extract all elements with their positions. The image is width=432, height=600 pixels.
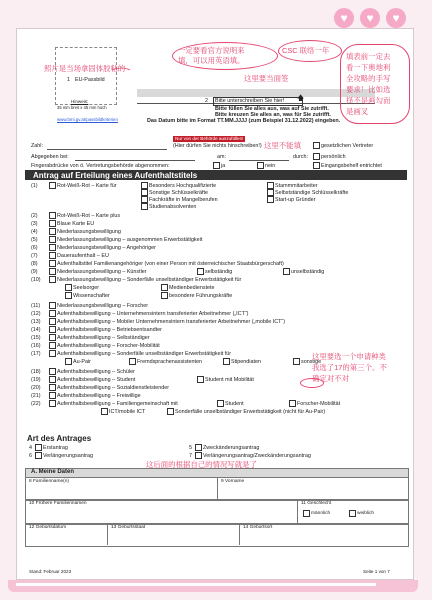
annotation-circle xyxy=(172,42,278,70)
section-title: Antrag auf Erteilung eines Aufenthaltstitels xyxy=(33,171,198,180)
abgegeben-line xyxy=(75,160,195,161)
item-checkbox[interactable] xyxy=(49,268,56,275)
heart-icon: ♥ xyxy=(334,8,354,28)
annotation-photo: 照片是当场拿固体胶粘的 xyxy=(44,64,126,73)
page-shadow xyxy=(8,580,418,592)
sub-checkbox[interactable] xyxy=(217,400,224,407)
finger-label: Fingerabdrücke von ö. Vertretungsbehörde abgenommen: xyxy=(31,163,170,169)
item-checkbox[interactable] xyxy=(49,384,56,391)
signature-num: 2 xyxy=(205,98,208,104)
item-num: (11) xyxy=(31,303,41,309)
daten-row[interactable] xyxy=(25,523,409,547)
item-num: (17) xyxy=(31,351,41,357)
page-shadow-inner xyxy=(16,583,376,586)
verlaengerung-checkbox[interactable] xyxy=(35,452,42,459)
sub-label: Selbstständige Schlüsselkräfte xyxy=(275,190,349,196)
sub-label: Au-Pair xyxy=(73,359,91,365)
item-checkbox[interactable] xyxy=(49,252,56,259)
zahl-label: Zahl: xyxy=(31,143,43,149)
sub-label: Medienbedienstete xyxy=(169,285,215,291)
item-num: (20) xyxy=(31,385,41,391)
am-line xyxy=(229,160,289,161)
item-checkbox[interactable] xyxy=(49,376,56,383)
item-checkbox[interactable] xyxy=(49,228,56,235)
item-label: Rot-Weiß-Rot – Karte plus xyxy=(57,213,121,219)
item-label: Blaue Karte EU xyxy=(57,221,95,227)
art-label: Verlängerungsantrag/Zweckänderungsantrag xyxy=(203,453,311,459)
zweck-checkbox[interactable] xyxy=(195,444,202,451)
item-checkbox[interactable] xyxy=(49,400,56,407)
heart-icon: ♥ xyxy=(360,8,380,28)
sub-checkbox[interactable] xyxy=(129,358,136,365)
item-checkbox[interactable] xyxy=(49,220,56,227)
sub-label: selbständig xyxy=(205,269,233,275)
item-num: (3) xyxy=(31,221,38,227)
item-label: Aufenthaltsbewilligung – Familiengemeinschaft mit xyxy=(57,401,178,407)
verl-zweck-checkbox[interactable] xyxy=(195,452,202,459)
sub-checkbox[interactable] xyxy=(65,292,72,299)
sub-label: unselbständig xyxy=(291,269,325,275)
ja-label: ja xyxy=(221,163,226,169)
sub-checkbox[interactable] xyxy=(283,268,290,275)
photo-num: 1 xyxy=(67,77,70,83)
maennlich-checkbox[interactable] xyxy=(303,510,310,517)
sub-label: Seelsorger xyxy=(73,285,100,291)
sub-label: Sonstige Schlüsselkräfte xyxy=(149,190,209,196)
sub-checkbox[interactable] xyxy=(141,203,148,210)
item-label: Aufenthaltsbewilligung – Freiwillige xyxy=(57,393,141,399)
sub-label: Stammmitarbeiter xyxy=(275,183,318,189)
item-num: (2) xyxy=(31,213,38,219)
field-label: 10 Frühere Familiennamen xyxy=(29,501,87,506)
item-label: Niederlassungsbewilligung – Forscher xyxy=(57,303,149,309)
eingang-checkbox[interactable] xyxy=(313,162,320,169)
item-num: (10) xyxy=(31,277,41,283)
item-num: (18) xyxy=(31,369,41,375)
arrow-up-icon: 🡅 xyxy=(297,95,305,102)
annotation-type-3: 确定对不对 xyxy=(312,374,349,383)
persoenlich-checkbox[interactable] xyxy=(313,153,320,160)
item-label: Niederlassungsbewilligung xyxy=(57,229,121,235)
item-label: Aufenthaltsbewilligung – Student xyxy=(57,377,136,383)
art-num: 6 xyxy=(29,453,32,459)
sub-checkbox[interactable] xyxy=(289,400,296,407)
annotation-rest: 这后面的根据自己的情况写就是了 xyxy=(146,460,257,469)
weiblich-checkbox[interactable] xyxy=(349,510,356,517)
item-label: Aufenthaltsbewilligung – Schüler xyxy=(57,369,135,375)
instruction-line3: Das Datum bitte im Format TT.MM.JJJJ (zum Beispiel 31.12.2022) eingeben. xyxy=(147,118,341,124)
sub-label: weiblich xyxy=(357,511,375,516)
item-num: (16) xyxy=(31,343,41,349)
sub-checkbox[interactable] xyxy=(65,358,72,365)
item-num: (14) xyxy=(31,327,41,333)
persoenlich-label: persönlich xyxy=(321,154,346,160)
sub-checkbox[interactable] xyxy=(141,182,148,189)
gesetzlich-label: gesetzlichen Vertreter xyxy=(321,143,374,149)
annotation-guide-1: 填表前一定去 xyxy=(346,52,391,61)
item-num: (13) xyxy=(31,319,41,325)
sub-checkbox[interactable] xyxy=(293,358,300,365)
sub-label: ICT/mobile ICT xyxy=(109,409,146,415)
erstantrag-checkbox[interactable] xyxy=(35,444,42,451)
item-label: Niederlassungsbewilligung – Sonderfälle unselbständiger Erwerbstätigkeit für xyxy=(57,277,242,283)
heart-icon: ♥ xyxy=(386,8,406,28)
photo-hint: Hinweis: xyxy=(71,99,89,104)
item-checkbox[interactable] xyxy=(49,318,56,325)
daten-title: A. Meine Daten xyxy=(31,469,75,475)
annotation-official-2: 填，可以用英语填。 xyxy=(178,56,245,65)
art-label: Zweckänderungsantrag xyxy=(203,445,260,451)
item-label: Niederlassungsbewilligung – Künstler xyxy=(57,269,147,275)
sub-label: sonstige xyxy=(301,359,322,365)
annotation-guide-5: 择不是画勾而 xyxy=(346,96,391,105)
office-hint: (Hier dürfen Sie nichts hinschreiben!) xyxy=(173,143,262,149)
photo-size: 35 mm breit x 45 mm hoch xyxy=(57,105,107,110)
sub-label: Besonders Hochqualifizierte xyxy=(149,183,217,189)
sub-checkbox[interactable] xyxy=(161,292,168,299)
item-checkbox[interactable] xyxy=(49,342,56,349)
item-num: (22) xyxy=(31,401,41,407)
annotation-guide-3: 全攻略的手写 xyxy=(346,74,391,83)
gesetzlich-checkbox[interactable] xyxy=(313,142,320,149)
item-checkbox[interactable] xyxy=(49,244,56,251)
annotation-arrow-icon xyxy=(112,66,132,74)
item-num: (21) xyxy=(31,393,41,399)
item-checkbox[interactable] xyxy=(49,350,56,357)
item-label: Aufenthaltsbewilligung – Betriebsentsandter xyxy=(57,327,162,333)
sub-label: Student xyxy=(225,401,244,407)
annotation-circle xyxy=(340,44,410,124)
footer-date: Stand: Februar 2023 xyxy=(29,569,72,574)
item-checkbox[interactable] xyxy=(49,260,56,267)
item-num: (4) xyxy=(31,229,38,235)
annotation-circle xyxy=(300,378,324,388)
item-label: Aufenthaltsbewilligung – Sozialdienstleistender xyxy=(57,385,170,391)
art-num: 7 xyxy=(189,453,192,459)
sub-checkbox[interactable] xyxy=(65,284,72,291)
am-label: am: xyxy=(217,154,226,160)
field-label: 11 Geschlecht xyxy=(301,501,332,506)
sub-label: Fachkräfte in Mangelberufen xyxy=(149,197,218,203)
item-checkbox[interactable] xyxy=(49,310,56,317)
field-label: 12 Geburtsdatum xyxy=(29,525,67,530)
annotation-sign: 这里要当面签 xyxy=(244,74,289,83)
item-num: (5) xyxy=(31,237,38,243)
field-label: 14 Geburtsort xyxy=(243,525,273,530)
annotation-type-1: 这里要选一个申请种类 xyxy=(312,352,386,361)
eingang-label: Eingangsbehelf entrichtet xyxy=(321,163,382,169)
annotation-circle xyxy=(278,40,342,62)
nein-checkbox[interactable] xyxy=(257,162,264,169)
item-num: (1) xyxy=(31,183,38,189)
item-num: (8) xyxy=(31,261,38,267)
instruction-line2: Bitte kreuzen Sie alles an, was für Sie zutrifft. xyxy=(215,112,331,118)
abgegeben-label: Abgegeben bei: xyxy=(31,154,69,160)
sub-checkbox[interactable] xyxy=(141,189,148,196)
item-checkbox[interactable] xyxy=(49,302,56,309)
sub-checkbox[interactable] xyxy=(197,376,204,383)
art-title: Art des Antrages xyxy=(27,434,92,443)
daten-divider xyxy=(297,499,298,523)
item-num: (15) xyxy=(31,335,41,341)
art-label: Erstantrag xyxy=(43,445,68,451)
item-num: (6) xyxy=(31,245,38,251)
sub-checkbox[interactable] xyxy=(141,196,148,203)
item-label: Aufenthaltsbewilligung – Forscher-Mobilität xyxy=(57,343,160,349)
daten-divider xyxy=(107,523,108,545)
sub-checkbox[interactable] xyxy=(197,268,204,275)
item-label: Niederlassungsbewilligung – ausgenommen Erwerbstätigkeit xyxy=(57,237,203,243)
nein-label: nein xyxy=(265,163,276,169)
annotation-not-fill: 这里不能填 xyxy=(264,141,301,150)
sub-label: Sonderfälle unselbständiger Erwerbstätigkeit (nicht für Au-Pair) xyxy=(175,409,326,415)
annotation-official-1: 一定要看官方说明来 xyxy=(178,46,245,55)
sub-label: Studienabsolventen xyxy=(149,204,197,210)
photo-box[interactable] xyxy=(55,47,117,105)
daten-divider xyxy=(239,523,240,545)
item-checkbox[interactable] xyxy=(49,212,56,219)
ja-checkbox[interactable] xyxy=(213,162,220,169)
sub-checkbox[interactable] xyxy=(267,182,274,189)
sub-label: Forscher-Mobilität xyxy=(297,401,341,407)
art-num: 4 xyxy=(29,445,32,451)
footer-page: Seite 1 von 7 xyxy=(363,569,390,574)
sub-checkbox[interactable] xyxy=(223,358,230,365)
sub-label: Student mit Mobilität xyxy=(205,377,254,383)
item-label: Rot-Weiß-Rot – Karte für xyxy=(57,183,117,189)
sub-label: Wissenschafter xyxy=(73,293,110,299)
item-label: Aufenthaltsbewilligung – Mobiler Unternehmensintern transferierter Arbeitnehmer („mobile ICT“) xyxy=(57,319,286,325)
item-label: Aufenthaltsbewilligung – Selbständiger xyxy=(57,335,150,341)
annotation-guide-2: 看一下奥地利 xyxy=(346,63,391,72)
item-label: Aufenthaltsbewilligung – Sonderfälle unselbständiger Erwerbstätigkeit für xyxy=(57,351,232,357)
sub-checkbox[interactable] xyxy=(161,284,168,291)
field-label: 13 Geburtsstaat xyxy=(111,525,146,530)
item-label: Niederlassungsbewilligung – Angehöriger xyxy=(57,245,156,251)
item-checkbox[interactable] xyxy=(49,326,56,333)
item-checkbox[interactable] xyxy=(49,182,56,189)
sub-checkbox[interactable] xyxy=(167,408,174,415)
heart-icons xyxy=(334,8,406,28)
annotation-guide-4: 要求！比如选 xyxy=(346,85,391,94)
item-checkbox[interactable] xyxy=(49,392,56,399)
item-label: Daueraufenthalt – EU xyxy=(57,253,109,259)
instruction-line1: Bitte füllen Sie alles aus, was auf Sie zutrifft. xyxy=(215,106,329,112)
sub-label: Start-up Gründer xyxy=(275,197,316,203)
item-label: Aufenthaltsbewilligung – Unternehmensintern transferierter Arbeitnehmer („ICT“) xyxy=(57,311,249,317)
item-num: (12) xyxy=(31,311,41,317)
item-checkbox[interactable] xyxy=(49,276,56,283)
item-num: (9) xyxy=(31,269,38,275)
durch-label: durch: xyxy=(293,154,308,160)
field-label: 9 Vorname xyxy=(221,479,245,484)
zahl-line xyxy=(47,149,167,150)
daten-divider xyxy=(217,477,218,499)
office-tag: Nur von der Behörde auszufüllen! xyxy=(175,136,244,141)
photo-link[interactable]: www.bmi.gv.at/passbildkriterien xyxy=(57,117,118,122)
sub-checkbox[interactable] xyxy=(267,196,274,203)
signature-hint: Bitte unterschreiben Sie hier! xyxy=(215,98,285,104)
sub-checkbox[interactable] xyxy=(101,408,108,415)
item-checkbox[interactable] xyxy=(49,368,56,375)
item-checkbox[interactable] xyxy=(49,236,56,243)
art-label: Verlängerungsantrag xyxy=(43,453,94,459)
sub-label: besondere Führungskräfte xyxy=(169,293,233,299)
art-num: 5 xyxy=(189,445,192,451)
sub-label: männlich xyxy=(311,511,331,516)
annotation-guide-6: 是画叉 xyxy=(346,107,369,116)
sub-label: Fremdsprachenassistenten xyxy=(137,359,203,365)
item-label: Aufenthaltstitel Familienangehöriger (von einer Person mit österreichischer Staatsbürgerschaft) xyxy=(57,261,284,267)
sub-label: Stipendiaten xyxy=(231,359,261,365)
annotation-csc: CSC 联络一年 xyxy=(282,46,330,55)
item-checkbox[interactable] xyxy=(49,334,56,341)
item-num: (19) xyxy=(31,377,41,383)
annotation-type-2: 我选了17的第三个。不 xyxy=(312,363,387,372)
item-num: (7) xyxy=(31,253,38,259)
field-label: 8 Familienname(n) xyxy=(29,479,69,484)
photo-label: EU-Passbild xyxy=(75,77,105,83)
sub-checkbox[interactable] xyxy=(267,189,274,196)
